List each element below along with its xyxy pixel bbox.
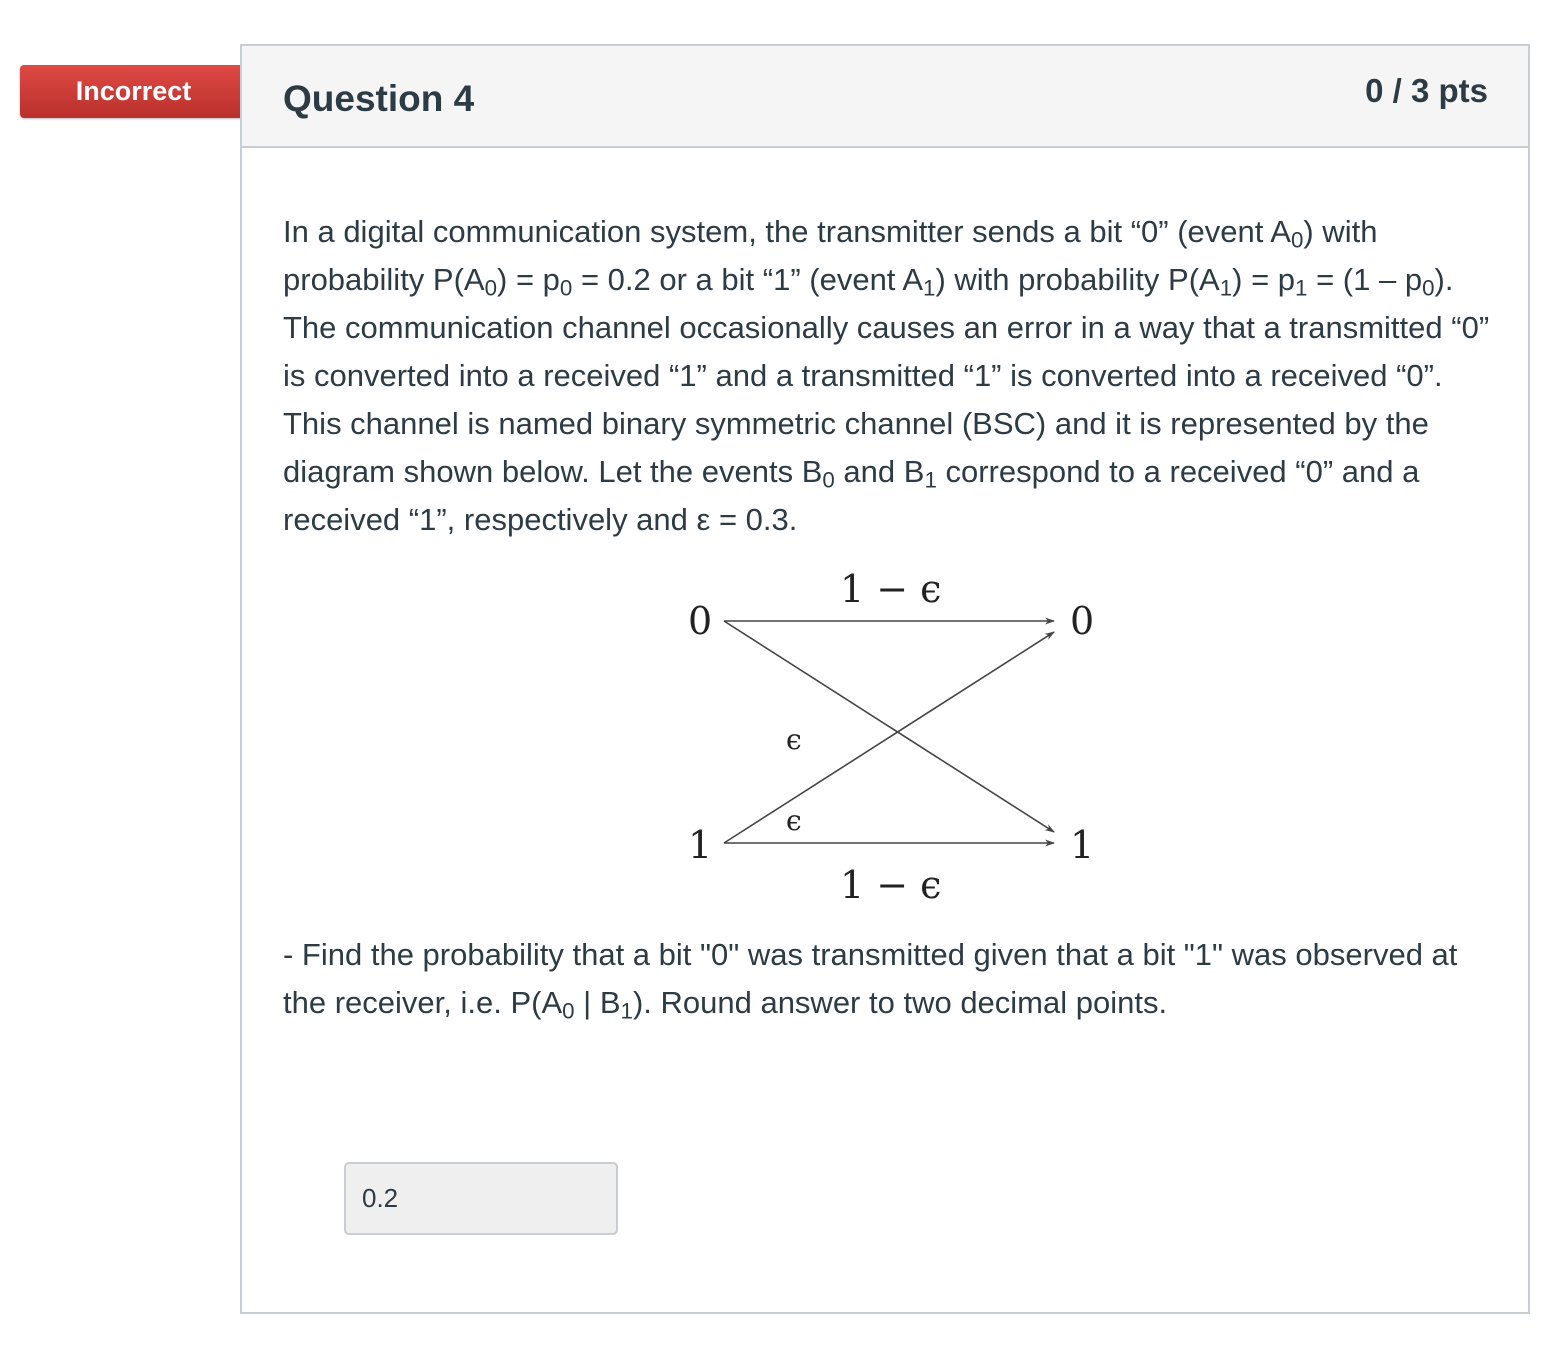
edge-1-to-0 <box>724 632 1054 843</box>
edge-0-to-1 <box>724 621 1054 832</box>
question-points: 0 / 3 pts <box>1365 72 1488 109</box>
question-card <box>240 44 1530 1314</box>
find-prompt <box>283 931 1498 1027</box>
find-paragraph: - Find the probability that a bit "0" was transmitted given that a bit "1" was observed at the receiver, i.e. $P(A_0$ | $B_1$). Round answer to two decimal points. <box>283 937 1458 1024</box>
question-paragraph: In a digital communication system, the transmitter sends a bit “0” (event $A_0$) with probability $P(A_0) = p_0 = 0.2$ or a bit “1” (event $A_1$) with probability $P(A_1) = p_1 = (1 - p_0)$. The communication channel occasionally causes an error in a way that a transmitted “0” is converted into a received “1” and a transmitted “1” is converted into a received “0”. This channel is named binary symmetric channel (BSC) and it is represented by the diagram shown below. Let the events $B_0$ and $B_1$ correspond to a received “0” and a received “1”, respectively and ε = 0.3. <box>283 214 1490 537</box>
node-left-0-label: 0 <box>688 599 713 643</box>
incorrect-label: Incorrect <box>75 76 192 106</box>
node-left-1-label: 1 <box>688 823 713 867</box>
node-right-0-label: 0 <box>1070 599 1095 643</box>
top-edge-label: 1 − ϵ <box>840 567 942 611</box>
question-title: Question 4 <box>283 78 475 119</box>
bottom-edge-label: 1 − ϵ <box>840 863 942 907</box>
answer-field[interactable]: 0.2 <box>344 1162 618 1235</box>
bsc-diagram <box>672 566 1142 936</box>
question-text <box>283 208 1498 544</box>
question-header <box>242 46 1528 148</box>
cross-label-lower: ϵ <box>786 804 802 837</box>
cross-label-upper: ϵ <box>786 723 802 756</box>
node-right-1-label: 1 <box>1070 823 1095 867</box>
incorrect-badge <box>20 65 253 118</box>
